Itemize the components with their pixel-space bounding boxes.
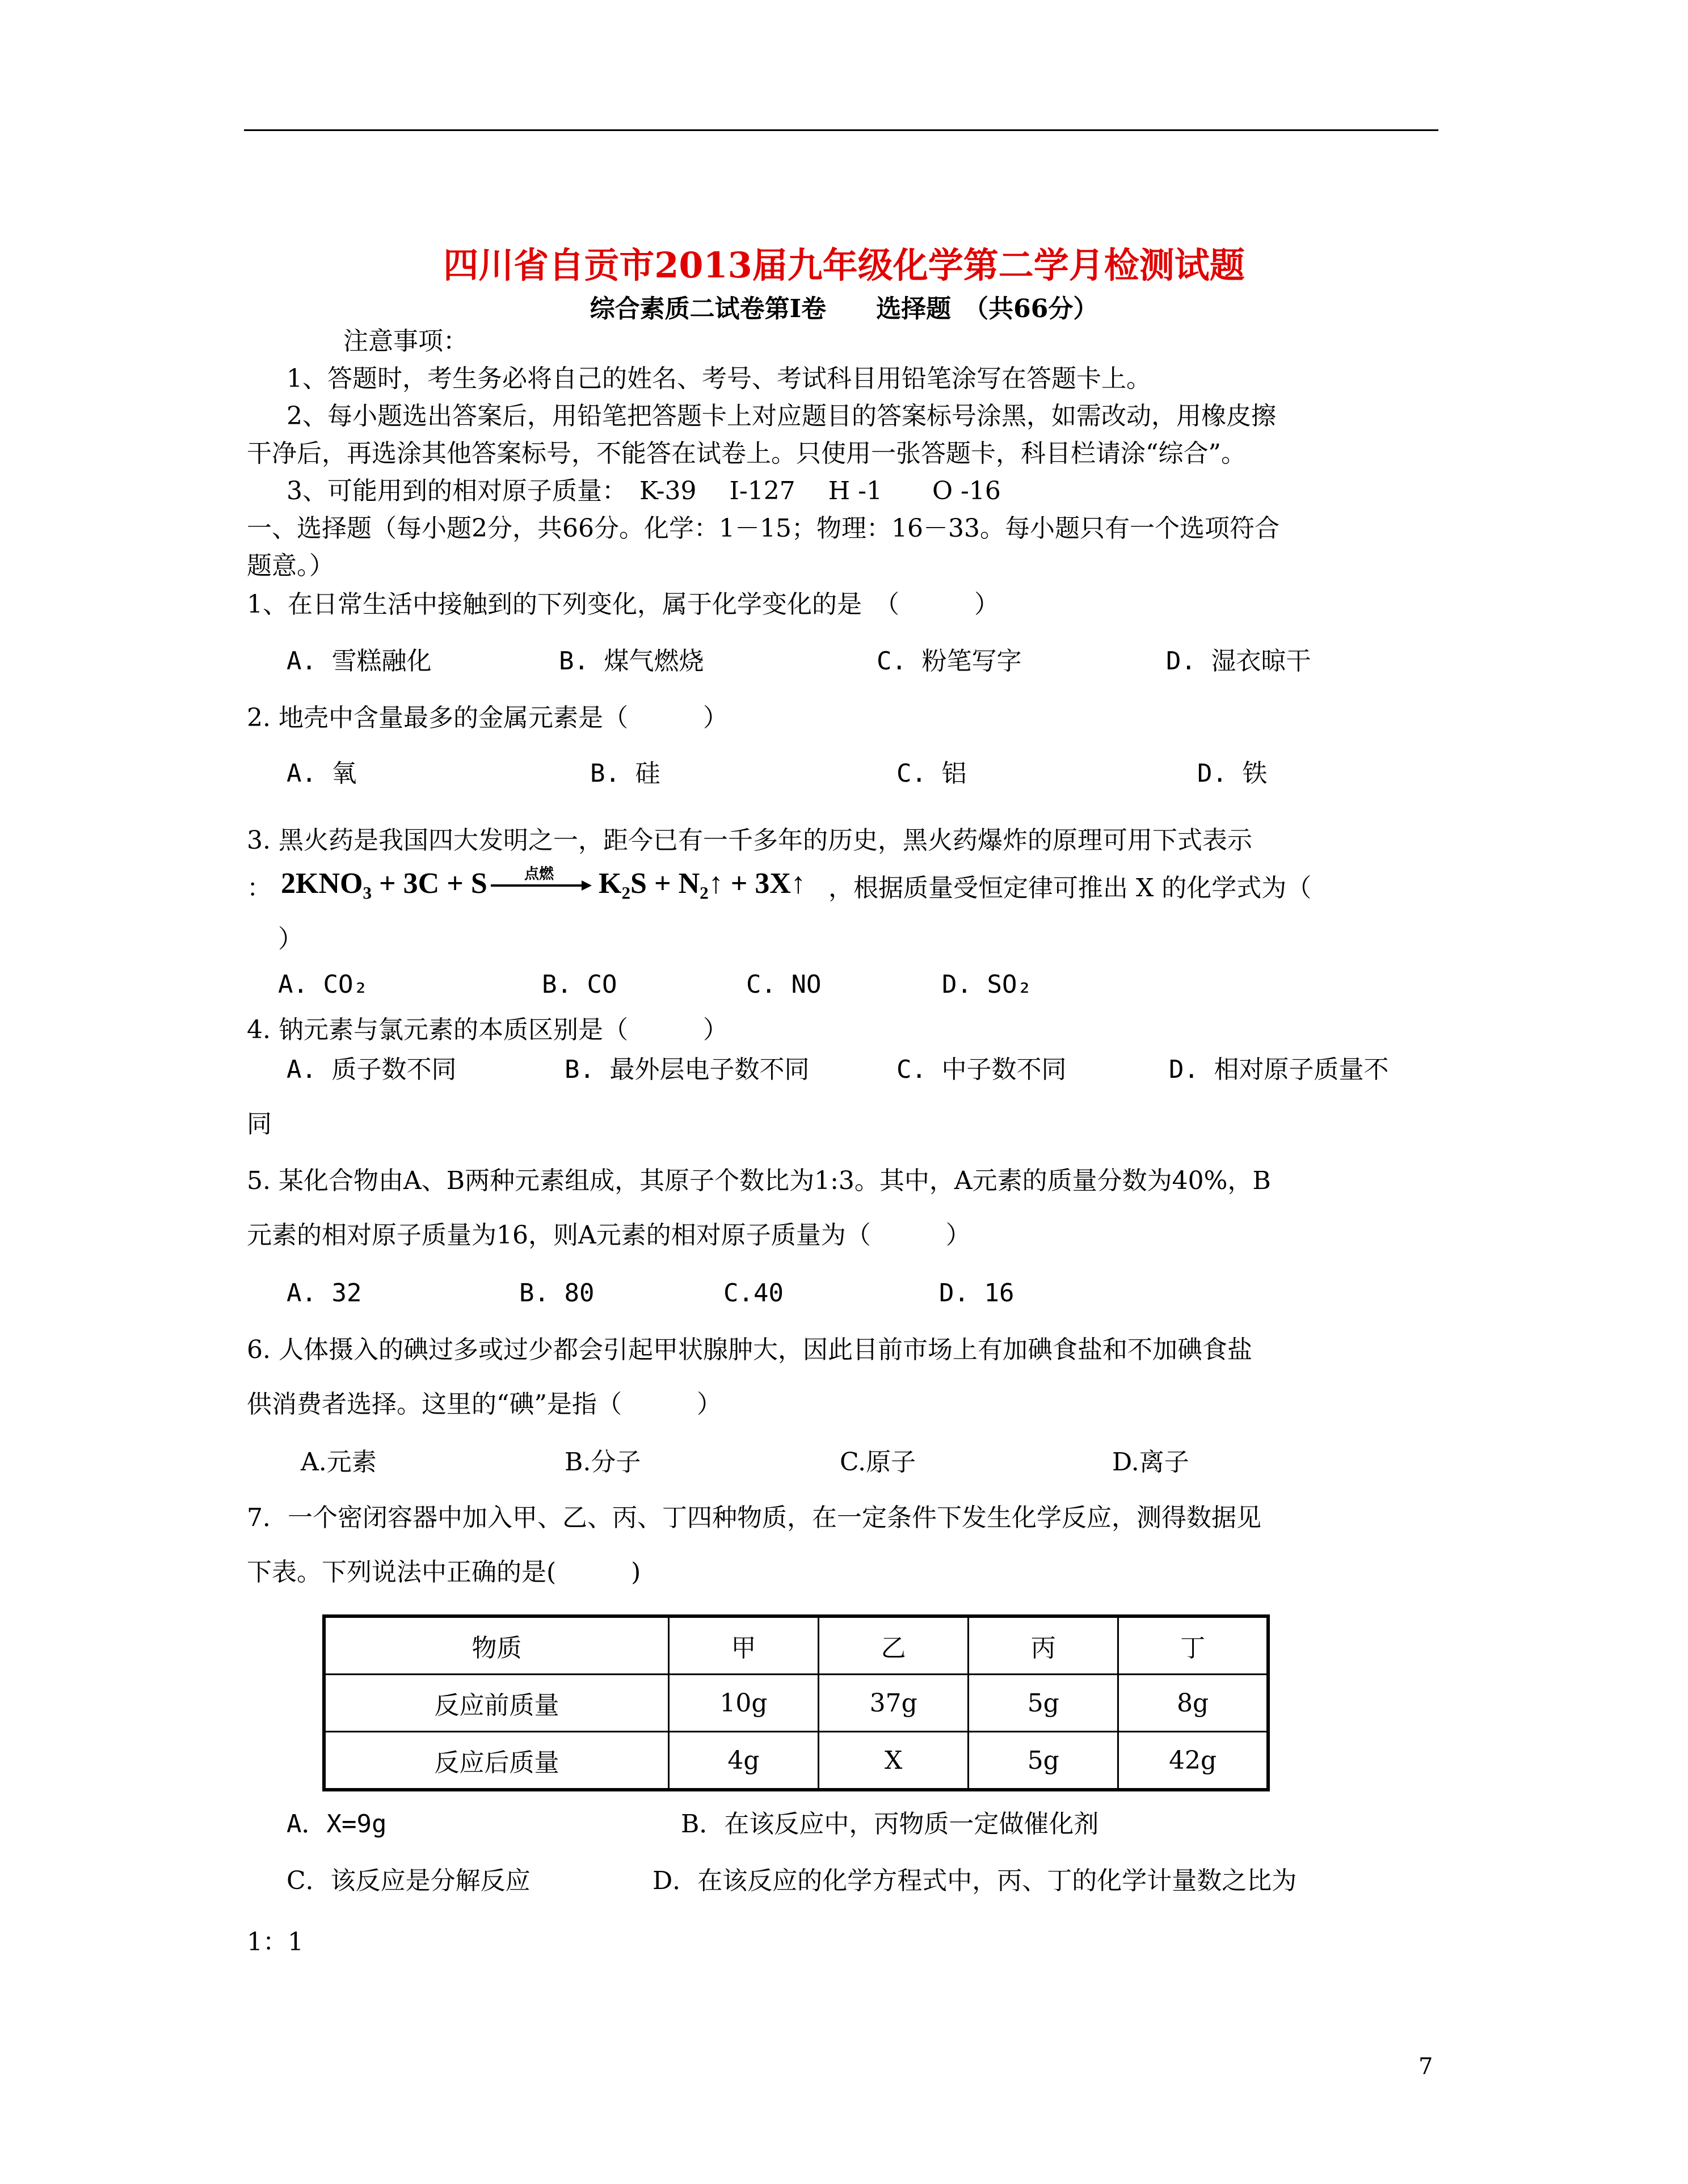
question-2-option-a: A. 氧: [287, 759, 357, 788]
question-7-option-d: D．在该反应的化学方程式中，丙、丁的化学计量数之比为: [653, 1866, 1297, 1895]
table-header-cell: 丁: [1118, 1616, 1268, 1675]
table-row: [324, 1732, 1268, 1790]
question-4-option-d: D. 相对原子质量不: [1169, 1055, 1389, 1084]
table-header-row: [324, 1616, 1268, 1675]
question-5-option-c: C.40: [723, 1279, 784, 1308]
notice-item-2: 2、每小题选出答案后，用铅笔把答题卡上对应题目的答案标号涂黑，如需改动，用橡皮擦: [287, 402, 1276, 431]
section-heading-cont: 题意。）: [247, 551, 334, 580]
question-2-option-c: C. 铝: [896, 759, 967, 788]
notice-heading: 注意事项：: [343, 327, 468, 356]
question-3-option-d: D. SO₂: [942, 970, 1032, 999]
question-5-stem-cont: 元素的相对原子质量为16，则A元素的相对原子质量为（ ）: [247, 1221, 971, 1250]
table-header-cell: 物质: [324, 1616, 668, 1675]
question-5-option-b: B. 80: [519, 1279, 595, 1308]
question-6-option-a: A.元素: [301, 1448, 377, 1477]
question-7-stem: 7．一个密闭容器中加入甲、乙、丙、丁四种物质，在一定条件下发生化学反应，测得数据见: [247, 1503, 1261, 1532]
question-1-option-b: B. 煤气燃烧: [559, 647, 704, 676]
notice-item-3: 3、可能用到的相对原子质量： K-39 I-127 H -1 O -16: [287, 477, 1001, 505]
reaction-condition: 点燃: [524, 866, 554, 883]
question-4-option-d-cont: 同: [247, 1110, 272, 1139]
table-cell: 反应后质量: [324, 1732, 668, 1790]
paper-subtitle: 综合素质二试卷第Ⅰ卷 选择题 （共66分）: [590, 294, 1098, 323]
question-2-option-b: B. 硅: [590, 759, 660, 788]
table-cell: 4g: [668, 1732, 818, 1790]
table-header-cell: 丙: [969, 1616, 1118, 1675]
notice-item-2-cont: 干净后，再选涂其他答案标号，不能答在试卷上。只使用一张答题卡，科目栏请涂“综合”。: [247, 439, 1246, 468]
table-cell: 5g: [969, 1675, 1118, 1732]
question-3-colon: ：: [247, 874, 272, 903]
question-4-option-b: B. 最外层电子数不同: [565, 1055, 810, 1084]
table-cell: 8g: [1118, 1675, 1268, 1732]
table-cell: 5g: [969, 1732, 1118, 1790]
page-title: 四川省自贡市2013届九年级化学第二学月检测试题: [443, 244, 1245, 286]
question-6-option-c: C.原子: [840, 1448, 916, 1477]
question-4-stem: 4. 钠元素与氯元素的本质区别是（ ）: [247, 1015, 728, 1044]
question-2-stem: 2. 地壳中含量最多的金属元素是（ ）: [247, 703, 728, 732]
question-7-option-b: B．在该反应中，丙物质一定做催化剂: [681, 1810, 1099, 1839]
question-1-option-c: C. 粉笔写字: [877, 647, 1022, 676]
question-7-stem-cont: 下表。下列说法中正确的是( ): [247, 1558, 641, 1587]
page-number: 7: [1418, 2054, 1433, 2080]
header-rule: [244, 129, 1438, 131]
table-header-cell: 乙: [819, 1616, 969, 1675]
question-4-option-c: C. 中子数不同: [896, 1055, 1067, 1084]
question-2-option-d: D. 铁: [1197, 759, 1268, 788]
table-cell: 37g: [819, 1675, 969, 1732]
question-7-option-a: A．X=9g: [287, 1810, 387, 1839]
chemical-equation-products: K₂S + N₂↑ + 3X↑: [599, 867, 806, 900]
question-6-stem: 6. 人体摄入的碘过多或过少都会引起甲状腺肿大，因此目前市场上有加碘食盐和不加碘食盐: [247, 1335, 1252, 1364]
table-cell: 反应前质量: [324, 1675, 668, 1732]
question-3-option-a: A. CO₂: [278, 970, 368, 999]
notice-item-1: 1、答题时，考生务必将自己的姓名、考号、考试科目用铅笔涂写在答题卡上。: [287, 364, 1151, 393]
question-5-option-d: D. 16: [939, 1279, 1015, 1308]
question-3-option-c: C. NO: [746, 970, 822, 999]
question-4-option-a: A. 质子数不同: [287, 1055, 457, 1084]
reaction-arrow-icon: [491, 878, 593, 893]
question-1-option-d: D. 湿衣晾干: [1166, 647, 1311, 676]
question-7-option-d-cont: 1：1: [247, 1928, 304, 1957]
table-cell: 10g: [668, 1675, 818, 1732]
question-7-option-c: C．该反应是分解反应: [287, 1866, 531, 1895]
question-6-option-d: D.离子: [1112, 1448, 1189, 1477]
question-1-option-a: A. 雪糕融化: [287, 647, 432, 676]
section-heading: 一、选择题（每小题2分，共66分。化学：1－15；物理：16－33。每小题只有一个选项符合: [247, 514, 1279, 543]
question-1-stem: 1、在日常生活中接触到的下列变化，属于化学变化的是 （ ）: [247, 590, 999, 619]
table-cell: 42g: [1118, 1732, 1268, 1790]
reaction-mass-table: [322, 1614, 1270, 1791]
question-5-option-a: A. 32: [287, 1279, 362, 1308]
question-3-close: ）: [278, 925, 303, 954]
question-6-option-b: B.分子: [565, 1448, 641, 1477]
question-3-option-b: B. CO: [542, 970, 617, 999]
table-row: [324, 1675, 1268, 1732]
table-header-cell: 甲: [668, 1616, 818, 1675]
question-3-stem: 3. 黑火药是我国四大发明之一，距今已有一千多年的历史，黑火药爆炸的原理可用下式表示: [247, 826, 1252, 855]
table-cell: X: [819, 1732, 969, 1790]
chemical-equation-reactants: 2KNO₃ + 3C + S: [281, 867, 487, 900]
question-3-stem-cont: ，根据质量受恒定律可推出 X 的化学式为（: [828, 874, 1312, 903]
question-6-stem-cont: 供消费者选择。这里的“碘”是指（ ）: [247, 1390, 722, 1419]
question-5-stem: 5. 某化合物由A、B两种元素组成，其原子个数比为1:3。其中，A元素的质量分数为40%，B: [247, 1166, 1271, 1195]
